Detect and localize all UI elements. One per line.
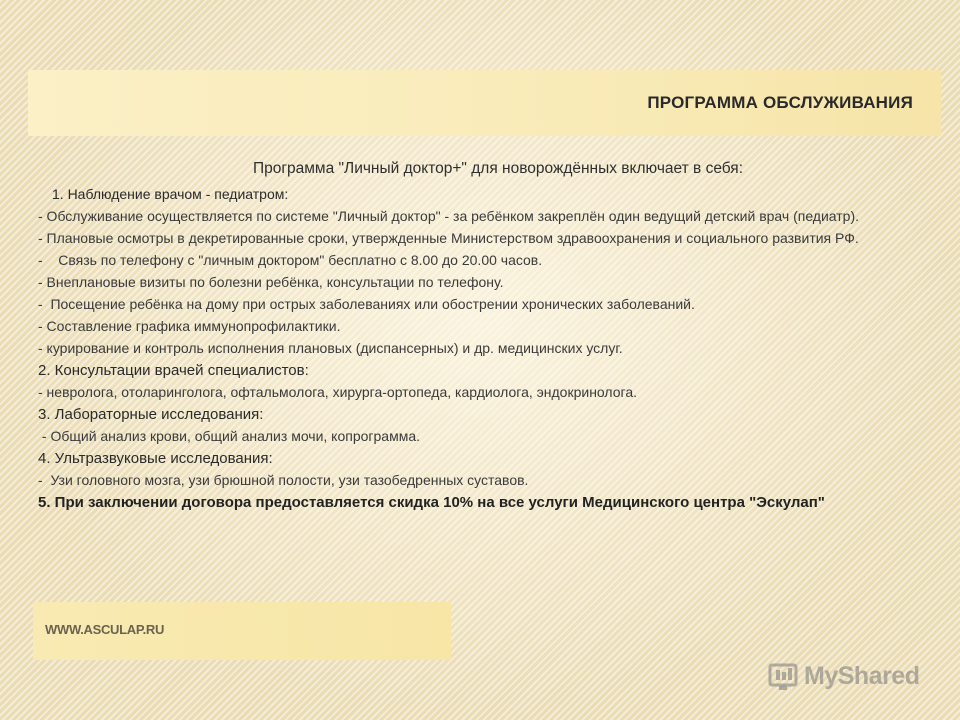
list-item: - Посещение ребёнка на дому при острых заболеваниях или обострении хронических заболеваний.: [38, 296, 695, 312]
list-item: - Плановые осмотры в декретированные сроки, утвержденные Министерством здравоохранения и социального развития РФ.: [38, 230, 859, 246]
list-item: - курирование и контроль исполнения плановых (диспансерных) и др. медицинских услуг.: [38, 340, 623, 356]
list-item: - Связь по телефону с "личным доктором" бесплатно с 8.00 до 20.00 часов.: [38, 252, 543, 268]
website-link[interactable]: WWW.ASCULAP.RU: [45, 622, 165, 637]
list-item: - Обслуживание осуществляется по системе "Личный доктор" - за ребёнком закреплён один ведущий детский врач (педиатр).: [38, 208, 860, 224]
list-item: - невролога, отоларинголога, офтальмолога, хирурга-ортопеда, кардиолога, эндокринолога.: [38, 384, 637, 400]
myshared-logo-icon: [766, 659, 800, 693]
watermark-text: MyShared: [804, 661, 920, 690]
list-item: - Внеплановые визиты по болезни ребёнка, консультации по телефону.: [38, 274, 504, 290]
list-item: - Общий анализ крови, общий анализ мочи, копрограмма.: [38, 428, 421, 444]
intro-text: Программа "Личный доктор+" для новорождённых включает в себя:: [253, 160, 743, 177]
list-item: - Узи головного мозга, узи брюшной полости, узи тазобедренных суставов.: [38, 472, 529, 488]
page-title: ПРОГРАММА ОБСЛУЖИВАНИЯ: [647, 93, 913, 112]
content-body: [38, 160, 928, 516]
list-item: - Составление графика иммунопрофилактики.: [38, 318, 341, 334]
header-band: [28, 70, 941, 136]
footer-band: [33, 602, 451, 660]
section-3-heading: 3. Лабораторные исследования:: [38, 406, 264, 423]
section-1-heading: 1. Наблюдение врачом - педиатром:: [52, 186, 289, 202]
myshared-watermark: [766, 656, 936, 696]
section-4-heading: 4. Ультразвуковые исследования:: [38, 450, 273, 467]
section-5-discount: 5. При заключении договора предоставляется скидка 10% на все услуги Медицинского центра "Эскулап": [38, 494, 825, 511]
section-2-heading: 2. Консультации врачей специалистов:: [38, 362, 309, 379]
